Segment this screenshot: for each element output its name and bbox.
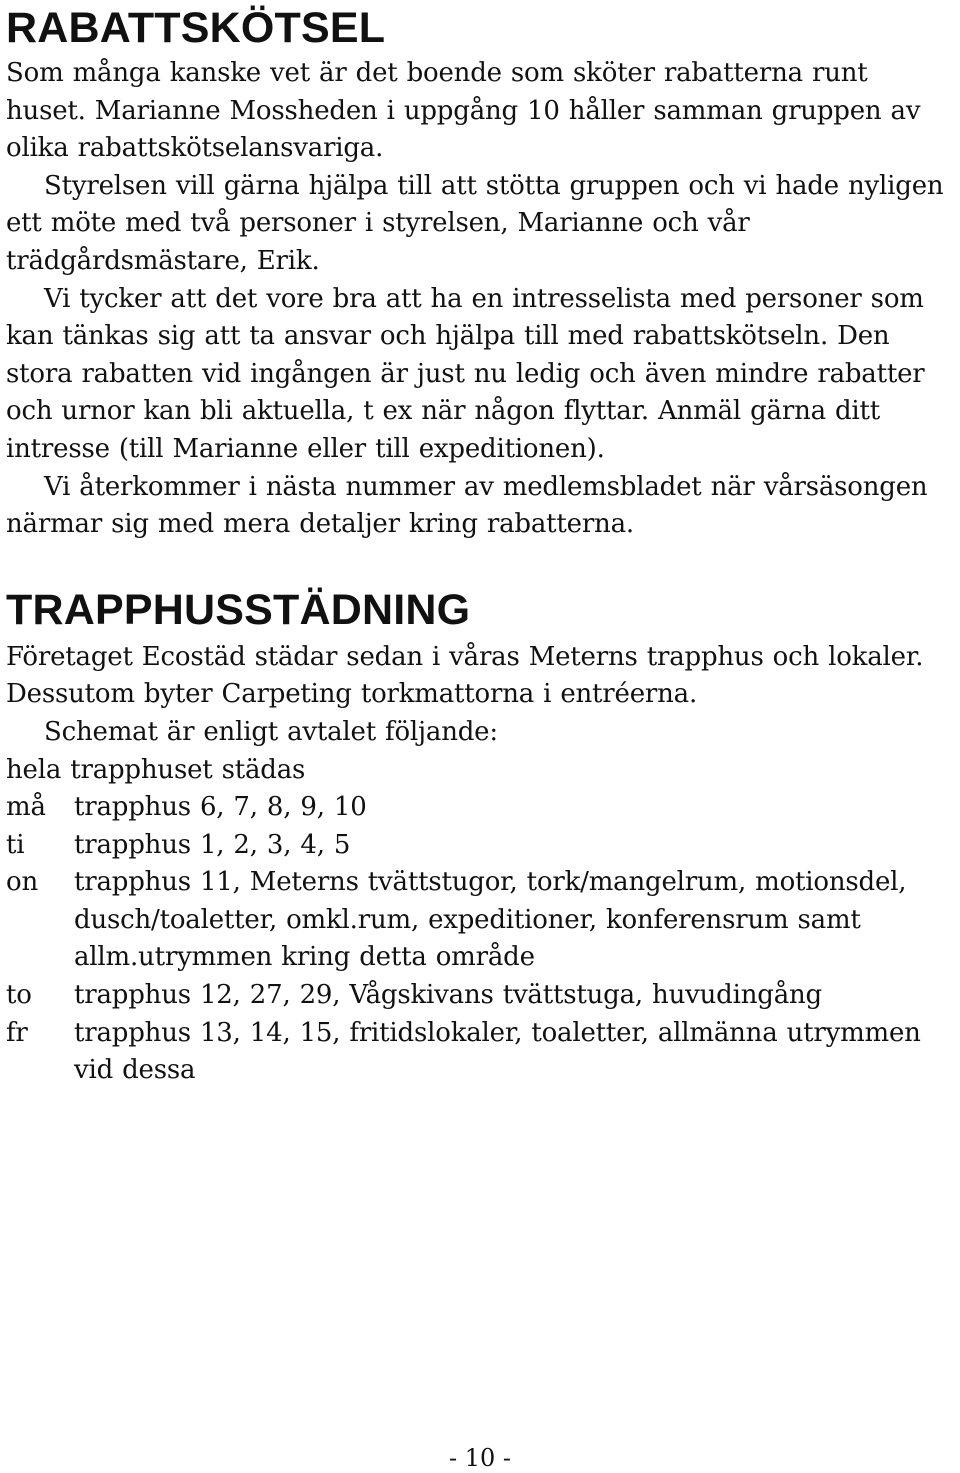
section-title-rabattskotsel: RABATTSKÖTSEL <box>6 4 386 52</box>
section-title-trapphusstadning: TRAPPHUSSTÄDNING <box>6 585 471 634</box>
schedule-day: fr <box>6 1017 28 1048</box>
cleaning-schedule <box>6 789 956 1090</box>
section-body-rabattskotsel <box>6 55 956 544</box>
section-body-trapphusstadning <box>6 639 956 1090</box>
schedule-heading: hela trapphuset städas <box>6 754 306 785</box>
schedule-day: må <box>6 792 46 823</box>
schedule-text: trapphus 12, 27, 29, Vågskivans tvättstuga, huvudingång <box>74 980 822 1011</box>
schedule-day: to <box>6 980 32 1011</box>
schedule-intro: Schemat är enligt avtalet följande: <box>44 716 498 747</box>
schedule-text: trapphus 11, Meterns tvättstugor, tork/mangelrum, motionsdel, dusch/toaletter, omkl.rum, expeditioner, konferensrum samt allm.utrymmen kring detta område <box>74 867 907 973</box>
schedule-day: on <box>6 867 38 898</box>
schedule-text: trapphus 6, 7, 8, 9, 10 <box>74 792 367 823</box>
paragraph: Vi återkommer i nästa nummer av medlemsbladet när vårsäsongen närmar sig med mera detaljer kring rabatterna. <box>6 471 928 540</box>
schedule-day: ti <box>6 829 25 860</box>
paragraph: Företaget Ecostäd städar sedan i våras Meterns trapphus och lokaler. Dessutom byter Carpeting torkmattorna i entréerna. <box>6 641 924 710</box>
document-page <box>6 0 956 1090</box>
page-number: - 10 - <box>448 1444 511 1472</box>
paragraph: Vi tycker att det vore bra att ha en intresselista med personer som kan tänkas sig att ta ansvar och hjälpa till med rabattskötseln. Den stora rabatten vid ingången är just nu ledig och även mindre rabatter och urnor kan bli aktuella, t ex när någon flyttar. Anmäl gärna ditt intresse (till Marianne eller till expeditionen). <box>6 283 925 464</box>
schedule-text: trapphus 13, 14, 15, fritidslokaler, toaletter, allmänna utrymmen vid dessa <box>74 1017 921 1086</box>
schedule-text: trapphus 1, 2, 3, 4, 5 <box>74 829 351 860</box>
paragraph: Styrelsen vill gärna hjälpa till att stötta gruppen och vi hade nyligen ett möte med två personer i styrelsen, Marianne och vår trädgårdsmästare, Erik. <box>6 170 944 276</box>
paragraph: Som många kanske vet är det boende som sköter rabatterna runt huset. Marianne Mossheden i uppgång 10 håller samman gruppen av olika rabattskötselansvariga. <box>6 58 921 164</box>
